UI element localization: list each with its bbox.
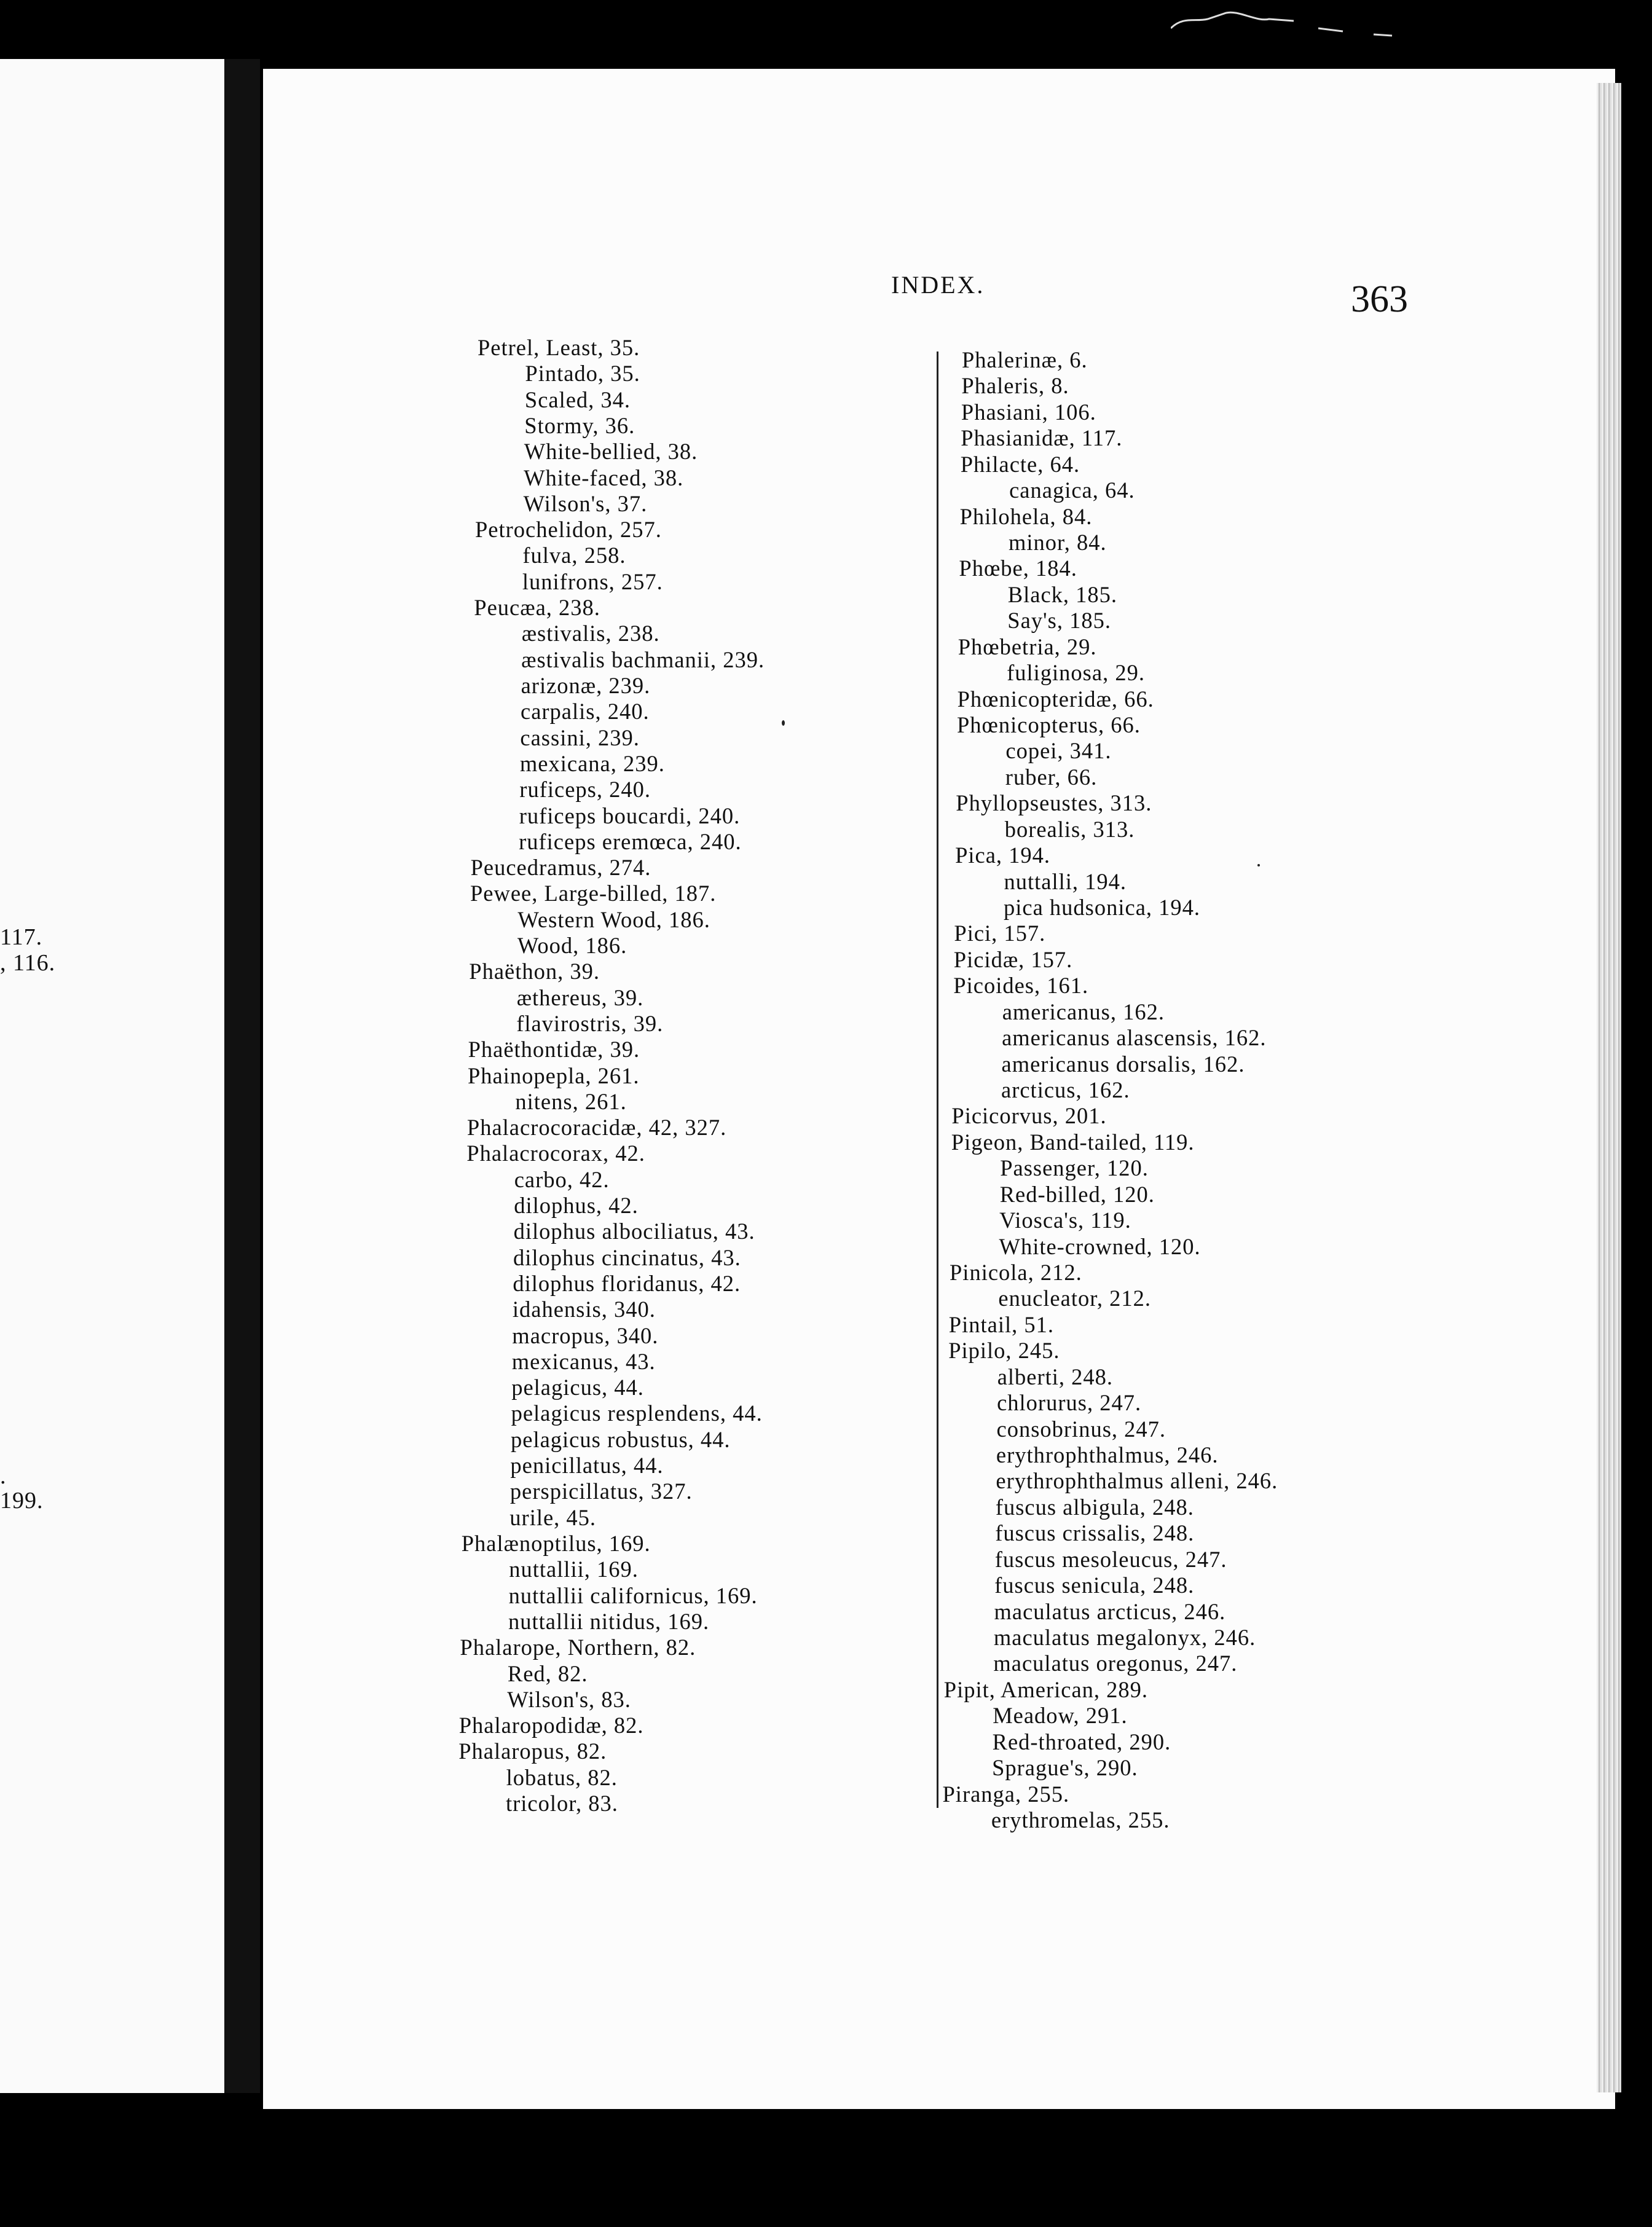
index-subentry: carbo, 42. <box>514 1166 610 1192</box>
index-entry: Picidæ, 157. <box>953 946 1073 972</box>
index-entry: Phasianidæ, 117. <box>961 425 1123 451</box>
index-subentry: dilophus cincinatus, 43. <box>513 1244 741 1270</box>
index-subentry: macropus, 340. <box>512 1322 659 1348</box>
index-subentry: mexicana, 239. <box>519 750 665 776</box>
page-header: INDEX. <box>891 271 985 299</box>
index-subentry: nitens, 261. <box>515 1088 627 1114</box>
index-entry: Petrochelidon, 257. <box>475 517 662 543</box>
index-subentry: tricolor, 83. <box>506 1791 618 1816</box>
index-subentry: minor, 84. <box>1009 530 1107 555</box>
index-subentry: nuttalli, 194. <box>1004 868 1127 894</box>
index-subentry: ruber, 66. <box>1005 764 1098 790</box>
index-entry: Pipilo, 245. <box>948 1338 1060 1364</box>
page-edges <box>1597 83 1621 2092</box>
facing-page <box>0 59 248 2093</box>
scan-artifact-icon <box>1171 4 1429 53</box>
index-subentry: canagica, 64. <box>1009 477 1135 503</box>
index-entry: Phalerinæ, 6. <box>962 347 1088 372</box>
index-entry: Pintail, 51. <box>948 1311 1054 1337</box>
index-entry: Phœbe, 184. <box>959 556 1077 581</box>
index-subentry: americanus dorsalis, 162. <box>1001 1051 1245 1077</box>
index-entry: Phasiani, 106. <box>961 399 1096 425</box>
index-subentry: Stormy, 36. <box>524 412 635 438</box>
index-subentry: fuscus mesoleucus, 247. <box>994 1546 1227 1572</box>
index-entry: Phœnicopterus, 66. <box>957 712 1141 737</box>
index-subentry: dilophus albociliatus, 43. <box>513 1219 755 1244</box>
facing-page-fragment: 199. <box>0 1488 44 1514</box>
index-subentry: pelagicus robustus, 44. <box>511 1426 731 1452</box>
index-entry: Picoides, 161. <box>953 973 1089 999</box>
index-subentry: lunifrons, 257. <box>522 568 663 594</box>
index-subentry: perspicillatus, 327. <box>509 1479 693 1504</box>
index-subentry: maculatus megalonyx, 246. <box>993 1625 1256 1650</box>
index-entry: Phalacrocoracidæ, 42, 327. <box>466 1115 727 1141</box>
page-number: 363 <box>1351 278 1408 320</box>
index-subentry: maculatus oregonus, 247. <box>993 1651 1238 1676</box>
index-subentry: fuliginosa, 29. <box>1007 660 1145 686</box>
index-entry: Phaëthon, 39. <box>469 959 600 984</box>
index-subentry: Red-throated, 290. <box>992 1729 1171 1754</box>
index-subentry: penicillatus, 44. <box>510 1453 664 1479</box>
index-subentry: nuttallii, 169. <box>509 1557 639 1582</box>
index-entry: Pipit, American, 289. <box>943 1676 1149 1702</box>
index-subentry: erythromelas, 255. <box>991 1807 1170 1832</box>
index-entry: Picicorvus, 201. <box>951 1103 1107 1129</box>
index-subentry: æstivalis, 238. <box>521 621 660 646</box>
index-entry: Phalacrocorax, 42. <box>466 1141 645 1166</box>
index-subentry: copei, 341. <box>1005 738 1112 764</box>
index-subentry: borealis, 313. <box>1004 816 1135 842</box>
index-subentry: æthereus, 39. <box>516 984 644 1010</box>
index-subentry: fuscus albigula, 248. <box>995 1494 1194 1520</box>
book-gutter <box>224 59 260 2093</box>
index-subentry: Passenger, 120. <box>1000 1155 1149 1181</box>
index-subentry: fuscus crissalis, 248. <box>995 1520 1195 1546</box>
index-subentry: Viosca's, 119. <box>999 1208 1131 1233</box>
index-subentry: nuttallii nitidus, 169. <box>508 1608 710 1634</box>
index-subentry: flavirostris, 39. <box>516 1010 664 1036</box>
index-entry: Piranga, 255. <box>942 1781 1070 1807</box>
index-entry: Pigeon, Band-tailed, 119. <box>951 1129 1195 1155</box>
index-subentry: Black, 185. <box>1007 581 1118 607</box>
index-subentry: alberti, 248. <box>997 1364 1114 1389</box>
facing-page-fragment: 117. <box>0 924 43 950</box>
index-entry: Phainopepla, 261. <box>468 1062 640 1088</box>
index-subentry: pelagicus, 44. <box>511 1375 644 1400</box>
index-subentry: americanus alascensis, 162. <box>1002 1025 1267 1051</box>
index-subentry: maculatus arcticus, 246. <box>994 1598 1226 1624</box>
index-subentry: fuscus senicula, 248. <box>994 1573 1195 1598</box>
index-entry: Pewee, Large-billed, 187. <box>470 881 717 906</box>
index-subentry: urile, 45. <box>509 1504 597 1530</box>
index-page <box>263 69 1615 2109</box>
index-subentry: pelagicus resplendens, 44. <box>511 1400 763 1426</box>
index-entry: Phalaropus, 82. <box>458 1738 607 1764</box>
index-subentry: lobatus, 82. <box>506 1764 618 1790</box>
index-entry: Phœnicopteridæ, 66. <box>957 686 1154 712</box>
index-subentry: cassini, 239. <box>520 725 640 750</box>
index-entry: Phalaropodidæ, 82. <box>458 1713 644 1738</box>
index-subentry: Say's, 185. <box>1007 608 1111 634</box>
index-subentry: fulva, 258. <box>522 543 626 568</box>
index-entry: Peucedramus, 274. <box>470 855 651 881</box>
index-subentry: Meadow, 291. <box>993 1703 1128 1729</box>
ink-speck <box>1257 864 1260 866</box>
index-entry: Pica, 194. <box>955 842 1051 868</box>
index-entry: Philohela, 84. <box>959 503 1093 529</box>
index-subentry: Western Wood, 186. <box>517 906 710 932</box>
index-subentry: americanus, 162. <box>1002 999 1165 1024</box>
index-subentry: Sprague's, 290. <box>992 1755 1138 1781</box>
index-subentry: ruficeps eremœca, 240. <box>519 828 742 854</box>
index-subentry: Wilson's, 83. <box>507 1686 631 1712</box>
index-subentry: White-faced, 38. <box>524 465 684 490</box>
column-rule <box>937 352 938 1808</box>
index-subentry: Scaled, 34. <box>524 387 631 412</box>
index-subentry: chlorurus, 247. <box>997 1390 1142 1416</box>
index-subentry: arizonæ, 239. <box>521 672 651 698</box>
index-subentry: erythrophthalmus alleni, 246. <box>996 1468 1278 1494</box>
index-subentry: Wilson's, 37. <box>523 490 648 516</box>
index-entry: Peucæa, 238. <box>474 595 600 620</box>
index-entry: Philacte, 64. <box>960 451 1080 477</box>
index-entry: Phalarope, Northern, 82. <box>460 1635 696 1660</box>
index-subentry: White-crowned, 120. <box>999 1233 1201 1259</box>
index-subentry: mexicanus, 43. <box>511 1348 656 1374</box>
index-entry: Phyllopseustes, 313. <box>956 790 1152 816</box>
index-subentry: Red-billed, 120. <box>999 1181 1155 1207</box>
index-subentry: enucleator, 212. <box>998 1286 1152 1311</box>
index-subentry: æstivalis bachmanii, 239. <box>521 646 765 672</box>
index-subentry: dilophus floridanus, 42. <box>513 1270 741 1296</box>
index-subentry: White-bellied, 38. <box>524 439 698 465</box>
index-subentry: carpalis, 240. <box>521 699 650 725</box>
index-subentry: idahensis, 340. <box>512 1297 656 1322</box>
facing-page-fragment: . <box>0 1463 7 1489</box>
index-entry: Phalænoptilus, 169. <box>461 1531 651 1556</box>
index-entry: Petrel, Least, 35. <box>478 335 640 360</box>
index-subentry: nuttallii californicus, 169. <box>508 1582 758 1608</box>
index-entry: Phœbetria, 29. <box>958 634 1097 659</box>
facing-page-fragment: , 116. <box>0 950 56 976</box>
index-entry: Phaëthontidæ, 39. <box>468 1037 640 1062</box>
index-entry: Pinicola, 212. <box>950 1260 1082 1285</box>
index-subentry: ruficeps, 240. <box>519 777 651 803</box>
index-subentry: ruficeps boucardi, 240. <box>519 803 741 828</box>
index-subentry: consobrinus, 247. <box>996 1416 1166 1442</box>
index-subentry: Pintado, 35. <box>525 361 640 387</box>
index-subentry: erythrophthalmus, 246. <box>996 1442 1219 1467</box>
index-subentry: arcticus, 162. <box>1001 1077 1130 1102</box>
index-entry: Pici, 157. <box>954 921 1046 946</box>
index-subentry: dilophus, 42. <box>514 1193 639 1218</box>
ink-speck <box>782 720 785 726</box>
index-subentry: pica hudsonica, 194. <box>1004 895 1201 920</box>
index-subentry: Wood, 186. <box>517 933 627 958</box>
index-subentry: Red, 82. <box>507 1660 588 1686</box>
index-entry: Phaleris, 8. <box>961 373 1069 399</box>
